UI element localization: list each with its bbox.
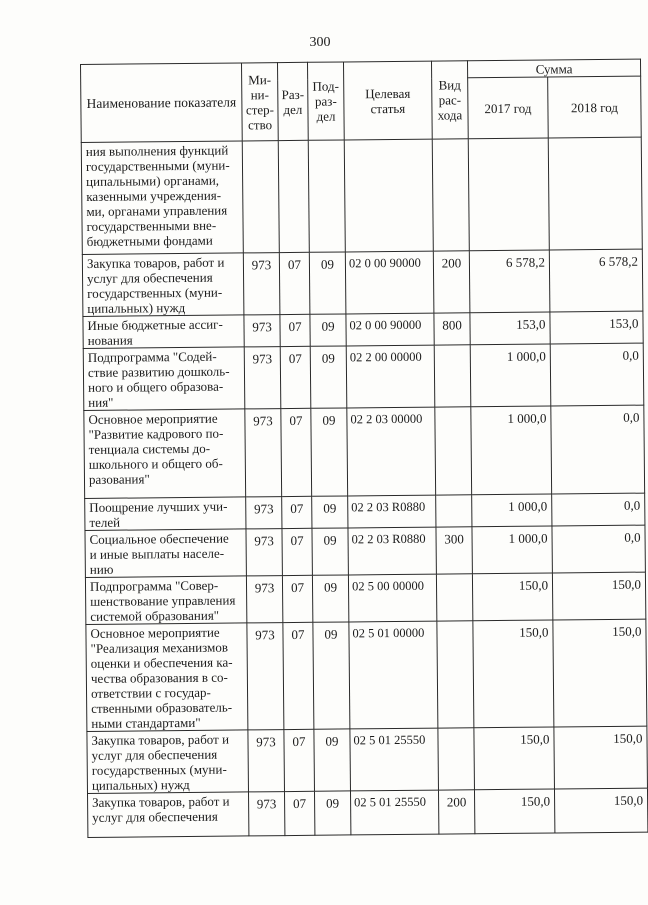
header-year-2018: 2018 год (548, 76, 642, 138)
table-row (85, 572, 645, 624)
cell-target: 02 2 00 00000 (346, 345, 435, 408)
header-name: Наименование показателя (81, 63, 243, 143)
cell-subsection: 09 (312, 575, 348, 622)
cell-sum-2018: 150,0 (554, 788, 647, 833)
cell-sum-2018: 150,0 (553, 619, 647, 727)
cell-ministry: 973 (246, 497, 282, 529)
table-row (85, 493, 645, 530)
cell-ministry: 973 (247, 623, 284, 730)
cell-subsection: 09 (309, 252, 346, 314)
cell-ministry (242, 141, 279, 253)
cell-sum-2017: 150,0 (474, 727, 555, 790)
cell-target: 02 2 03 R0880 (348, 527, 436, 575)
cell-name: Основное мероприятие "Реализация механизмов оценки и обеспечения ка- чества образования в со- ответствии с государ- ственными образователь- ными стандартами" (86, 623, 248, 732)
cell-section: 07 (281, 408, 312, 496)
table-body (81, 137, 648, 837)
cell-expense-type: 200 (438, 790, 474, 834)
cell-name: Подпрограмма "Совер- шенствование управления системой образования" (85, 576, 246, 625)
cell-sum-2017: 150,0 (473, 620, 554, 728)
table-row (85, 525, 645, 577)
header-ministry: Ми- ни- стер- ство (241, 63, 278, 141)
cell-name: Иные бюджетные ассиг- нования (83, 315, 244, 349)
cell-sum-2017: 1 000,0 (470, 344, 551, 407)
cell-subsection: 09 (311, 408, 348, 496)
cell-section: 07 (282, 496, 312, 528)
cell-section: 07 (279, 252, 310, 314)
cell-expense-type (434, 345, 471, 407)
cell-sum-2018 (548, 137, 642, 250)
cell-ministry: 973 (243, 253, 280, 315)
cell-ministry: 973 (245, 409, 282, 497)
cell-sum-2018: 0,0 (552, 525, 645, 573)
cell-expense-type (436, 574, 472, 621)
header-subsection: Под- раз- дел (307, 62, 344, 140)
cell-sum-2018: 153,0 (550, 311, 643, 344)
cell-section: 07 (282, 528, 312, 575)
cell-name: Основное мероприятие "Развитие кадрового по- тенциала системы до- школьного и общего об- разования" (84, 409, 246, 499)
page-number: 300 (309, 35, 331, 50)
cell-ministry: 973 (246, 529, 282, 576)
cell-ministry: 973 (244, 347, 281, 409)
cell-ministry: 973 (244, 315, 280, 347)
table-row (81, 137, 642, 254)
cell-ministry: 973 (248, 792, 284, 836)
cell-subsection: 09 (314, 791, 350, 835)
cell-subsection: 09 (314, 729, 351, 791)
cell-sum-2017 (468, 138, 549, 251)
header-target: Целевая статья (343, 61, 432, 140)
cell-expense-type: 200 (433, 251, 470, 313)
cell-target: 02 5 01 25550 (350, 728, 439, 791)
cell-name: Поощрение лучших учи- телей (85, 497, 246, 531)
cell-expense-type: 300 (436, 527, 472, 574)
cell-ministry: 973 (248, 730, 285, 792)
cell-subsection: 09 (310, 314, 346, 346)
cell-target: 02 5 01 25550 (350, 790, 438, 835)
cell-target: 02 2 03 00000 (347, 407, 436, 496)
cell-sum-2018: 0,0 (550, 343, 644, 406)
cell-subsection (308, 140, 345, 252)
table-wrapper (80, 59, 647, 838)
cell-ministry: 973 (246, 576, 282, 623)
cell-sum-2018: 0,0 (551, 405, 645, 494)
cell-subsection: 09 (310, 346, 347, 408)
table-row (84, 405, 645, 498)
header-expense-type: Вид рас- хода (431, 61, 468, 139)
cell-target: 02 0 00 90000 (345, 251, 434, 314)
cell-sum-2018: 150,0 (552, 572, 645, 620)
cell-expense-type (438, 728, 475, 790)
table-row (86, 619, 647, 731)
cell-sum-2018: 6 578,2 (549, 249, 643, 312)
table-row (87, 726, 648, 793)
table-row (88, 788, 648, 837)
cell-target: 02 5 01 00000 (349, 621, 438, 729)
table-row (83, 311, 643, 348)
cell-sum-2017: 1 000,0 (471, 406, 552, 495)
cell-expense-type: 800 (434, 313, 470, 345)
cell-target: 02 0 00 90000 (346, 313, 434, 346)
cell-sum-2017: 150,0 (474, 789, 554, 834)
cell-subsection: 09 (312, 528, 348, 575)
cell-sum-2018: 0,0 (552, 493, 645, 526)
cell-name: Закупка товаров, работ и услуг для обеспечения (88, 792, 249, 838)
cell-expense-type (436, 495, 472, 527)
cell-sum-2017: 1 000,0 (472, 526, 552, 574)
budget-table (80, 59, 648, 838)
cell-target: 02 5 00 00000 (348, 574, 436, 622)
cell-name: Социальное обеспечение и иные выплаты населе- нию (85, 529, 246, 578)
cell-section: 07 (284, 729, 315, 791)
cell-section: 07 (282, 575, 312, 622)
cell-sum-2017: 6 578,2 (469, 250, 550, 313)
cell-section: 07 (280, 346, 311, 408)
table-row (82, 249, 643, 316)
cell-target: 02 2 03 R0880 (348, 495, 436, 528)
header-year-2017: 2017 год (468, 77, 549, 139)
table-row (83, 343, 644, 410)
header-section: Раз- дел (277, 62, 308, 140)
cell-expense-type (435, 407, 472, 495)
cell-name: Закупка товаров, работ и услуг для обеспечения государственных (муни- ципальных) нужд (82, 253, 244, 317)
cell-target (344, 139, 433, 252)
cell-sum-2017: 1 000,0 (472, 494, 552, 527)
cell-subsection: 09 (313, 622, 350, 729)
cell-sum-2017: 153,0 (470, 312, 550, 345)
cell-section: 07 (280, 314, 310, 346)
cell-subsection: 09 (312, 496, 348, 528)
header-sum: Сумма (467, 59, 640, 78)
cell-name: ния выполнения функций государственными (муни- ципальными) органами, казенными учреждения- ми, органами управления государственными вне- бюджетными фондами (81, 141, 243, 255)
cell-section: 07 (283, 622, 314, 729)
cell-sum-2018: 150,0 (554, 726, 648, 789)
cell-name: Закупка товаров, работ и услуг для обеспечения государственных (муни- ципальных) нужд (87, 730, 249, 794)
cell-sum-2017: 150,0 (472, 573, 552, 621)
cell-section (278, 140, 309, 252)
cell-name: Подпрограмма "Содей- ствие развитию дошколь- ного и общего образова- ния" (83, 347, 245, 411)
cell-section: 07 (284, 791, 314, 835)
cell-expense-type (437, 621, 474, 728)
cell-expense-type (432, 139, 469, 251)
